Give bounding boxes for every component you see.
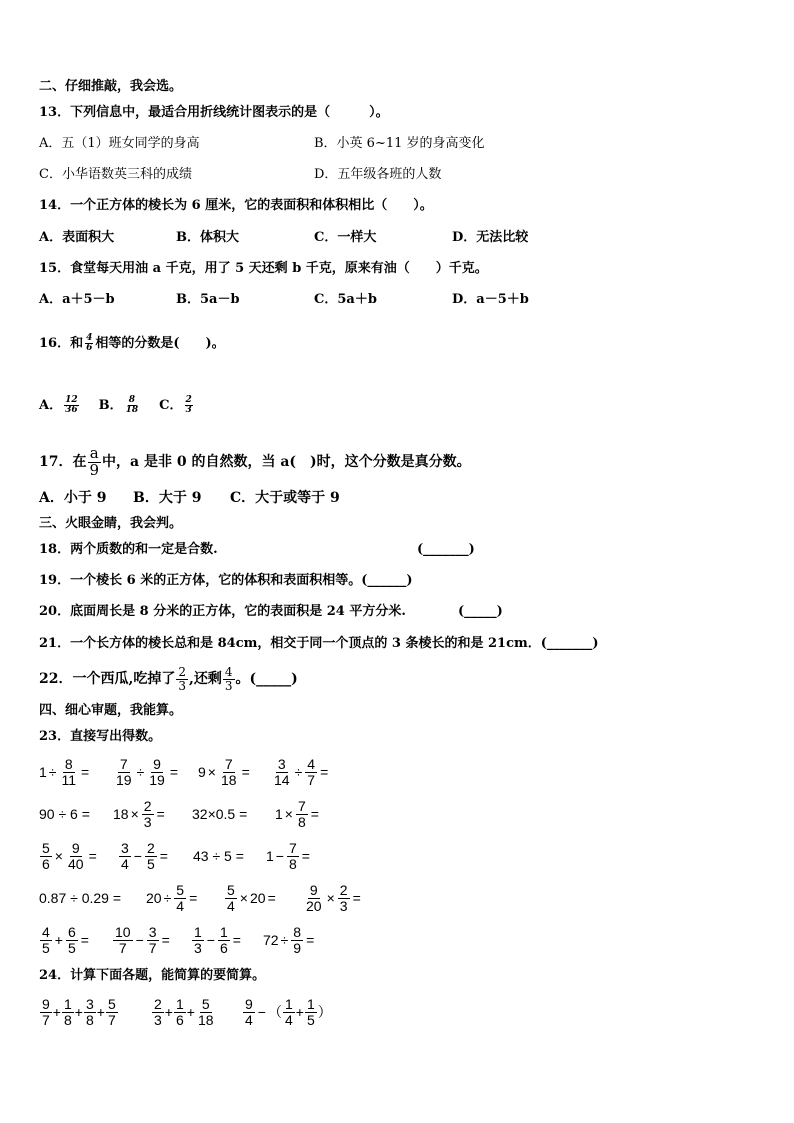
equals-sign: = [267, 890, 276, 906]
numerator: 5 [42, 839, 50, 856]
numerator: 9 [245, 995, 253, 1012]
fraction [147, 925, 159, 955]
q23-r4-c1 [39, 878, 121, 918]
denominator: 3 [339, 897, 348, 914]
q13-option-d[interactable]: D．五年级各班的人数 [314, 167, 442, 182]
numerator: 9 [42, 995, 50, 1012]
operand: 20 [249, 890, 266, 906]
q22-fraction-left-denominator: 3 [224, 678, 233, 693]
fraction [142, 799, 154, 829]
denominator: 20 [306, 897, 322, 914]
numerator: 3 [148, 923, 157, 940]
equals-sign: = [159, 848, 168, 864]
operator: + [186, 1004, 195, 1020]
fraction [174, 883, 186, 913]
q16-option-c-fraction [184, 396, 194, 416]
q17-fraction-numerator: a [89, 444, 99, 462]
q22-stem-mid: ,还剩 [189, 671, 222, 688]
q15-stem: 15．食堂每天用油 a 千克，用了 5 天还剩 b 千克，原来有油（ ）千克。 [39, 261, 488, 276]
q16-fraction [84, 334, 94, 354]
fraction [283, 997, 295, 1027]
equals-sign: = [169, 764, 179, 780]
denominator: 4 [227, 897, 235, 914]
q20-stem: 20．底面周长是 8 分米的正方体，它的表面积是 24 平方分米. [39, 604, 406, 619]
q13-option-b[interactable]: B．小英 6~11 岁的身高变化 [314, 136, 485, 151]
q16-option-b-numerator: 8 [128, 395, 136, 405]
q24-expr-1 [39, 992, 119, 1032]
numerator: 3 [121, 839, 129, 856]
operator: − [135, 932, 144, 948]
operator: ÷ [163, 890, 172, 906]
operator: − [257, 1004, 266, 1020]
q24-expr-3 [242, 992, 332, 1032]
q16-option-c-numerator: 2 [185, 395, 192, 405]
fraction [304, 883, 324, 913]
operator: × [54, 848, 63, 864]
operator: ÷ [136, 764, 145, 780]
fraction [147, 757, 167, 787]
q16-option-c[interactable] [159, 396, 195, 416]
denominator: 6 [42, 855, 50, 872]
fraction [196, 997, 216, 1027]
q17-fraction-denominator: 9 [89, 460, 100, 479]
q15-option-c[interactable]: C．5a＋b [314, 292, 377, 307]
numerator: 5 [227, 881, 235, 898]
fraction [174, 997, 186, 1027]
q19-stem: 19．一个棱长 6 米的正方体，它的体积和表面积相等。(______) [39, 573, 413, 588]
numerator: 2 [146, 839, 155, 856]
q15-option-d[interactable]: D．a－5＋b [452, 292, 529, 307]
left-paren: （ [267, 1004, 282, 1020]
fraction [113, 925, 133, 955]
numerator: 2 [143, 797, 152, 814]
operator: + [54, 932, 63, 948]
q16-option-a-denominator: 36 [65, 405, 78, 416]
numerator: 1 [306, 995, 315, 1012]
numerator: 7 [224, 755, 233, 772]
operand: 20 [146, 890, 162, 906]
q17-stem [39, 446, 471, 479]
numerator: 9 [71, 839, 80, 856]
q14-option-d[interactable]: D．无法比较 [452, 230, 529, 245]
operand: 72 [263, 932, 279, 948]
section-3-title: 三、火眼金睛，我会判。 [39, 516, 183, 531]
q23-r1-c2 [113, 752, 180, 792]
equals-sign: = [161, 932, 170, 948]
q14-option-c[interactable]: C．一样大 [314, 230, 377, 245]
q23-r4-c2 [146, 878, 199, 918]
fraction [243, 997, 255, 1027]
fraction [305, 997, 317, 1027]
q16-option-b-label: B． [98, 398, 123, 414]
q23-r4-c4 [303, 878, 363, 918]
fraction [218, 925, 230, 955]
denominator: 18 [197, 1011, 214, 1028]
expression: 32×0.5 = [192, 806, 248, 822]
q23-r3-c3 [193, 836, 244, 876]
q18-stem: 18．两个质数的和一定是合数. [39, 542, 218, 557]
q23-r1-c1 [39, 752, 91, 792]
q16-option-a[interactable] [39, 396, 81, 416]
fraction [40, 997, 52, 1027]
numerator: 1 [63, 995, 72, 1012]
q17-stem-pre: 17．在 [39, 454, 87, 471]
operator: ÷ [280, 932, 289, 948]
q22-fraction-left [223, 666, 235, 692]
q23-r3-c1 [39, 836, 99, 876]
fraction [62, 997, 74, 1027]
equals-sign: = [352, 890, 361, 906]
denominator: 7 [42, 1011, 50, 1028]
section-4-title: 四、细心审题，我能算。 [39, 703, 183, 718]
equals-sign: = [88, 848, 97, 864]
q16-option-c-label: C． [159, 398, 183, 414]
q21-stem: 21．一个长方体的棱长总和是 84cm，相交于同一个顶点的 3 条棱长的和是 21cm．(_______) [39, 636, 599, 651]
q23-r2-c1 [39, 794, 90, 834]
denominator: 3 [154, 1011, 162, 1028]
operator: ÷ [294, 764, 303, 780]
q22-stem-pre: 22．一个西瓜,吃掉了 [39, 671, 176, 688]
q22-fraction-eaten-denominator: 3 [178, 678, 186, 693]
q17-stem-post: 中，a 是非 0 的自然数，当 a( )时，这个分数是真分数。 [102, 454, 471, 471]
fraction [106, 997, 118, 1027]
q15-option-a[interactable]: A．a＋5－b [39, 292, 115, 307]
numerator: 10 [115, 923, 131, 940]
q18-answer-blank[interactable]: (_______) [417, 542, 475, 557]
denominator: 18 [220, 771, 237, 788]
denominator: 4 [284, 1011, 293, 1028]
denominator: 7 [307, 771, 316, 788]
q16-stem-post: 相等的分数是( )。 [95, 336, 225, 352]
q16-option-b[interactable] [99, 396, 142, 416]
equals-sign: = [241, 764, 250, 780]
equals-sign: = [310, 806, 319, 822]
right-paren: ） [317, 1004, 332, 1020]
fraction [40, 925, 52, 955]
q13-option-c[interactable]: C．小华语数英三科的成绩 [39, 167, 192, 182]
q16-option-b-denominator: 18 [125, 405, 139, 416]
operator: + [52, 1004, 61, 1020]
fraction [84, 997, 96, 1027]
fraction [305, 757, 317, 787]
operator: × [326, 890, 335, 906]
q23-r5-c2 [112, 920, 172, 960]
q22-fraction-eaten [176, 666, 188, 692]
denominator: 8 [85, 1011, 94, 1028]
q16-option-a-label: A． [39, 398, 63, 414]
fraction [119, 841, 131, 871]
expression: 90 ÷ 6 = [39, 806, 90, 822]
equals-sign: = [301, 848, 310, 864]
equals-sign: = [320, 764, 329, 780]
q17-option-c[interactable]: C．大于或等于 9 [230, 490, 340, 506]
numerator: 2 [154, 995, 162, 1012]
equals-sign: = [80, 932, 89, 948]
numerator: 1 [219, 923, 228, 940]
fraction [114, 757, 134, 787]
fraction [145, 841, 157, 871]
q23-r1-c3 [198, 752, 252, 792]
q16-option-c-denominator: 3 [185, 405, 192, 416]
q23-r3-c2 [118, 836, 170, 876]
operator: − [133, 848, 142, 864]
q20-answer-blank[interactable]: (_____) [458, 604, 503, 619]
operator: × [284, 806, 293, 822]
denominator: 3 [143, 813, 152, 830]
q16-option-a-fraction [63, 396, 80, 416]
q17-option-a[interactable]: A．小于 9 [39, 490, 107, 506]
expression: 43 ÷ 5 = [193, 848, 244, 864]
q24-stem: 24．计算下面各题，能简算的要简算。 [39, 968, 266, 983]
equals-sign: = [189, 890, 198, 906]
fraction [272, 757, 292, 787]
operator: − [206, 932, 215, 948]
fraction [40, 841, 52, 871]
denominator: 7 [118, 939, 127, 956]
expression: 0.87 ÷ 0.29 = [39, 890, 122, 906]
numerator: 1 [284, 995, 293, 1012]
denominator: 9 [293, 939, 302, 956]
equals-sign: = [306, 932, 315, 948]
operator: + [295, 1004, 304, 1020]
fraction [287, 841, 299, 871]
denominator: 5 [67, 939, 76, 956]
operand: 1 [39, 764, 47, 780]
q16-option-b-fraction [124, 396, 141, 416]
numerator: 9 [309, 881, 318, 898]
q23-r2-c4 [275, 794, 321, 834]
denominator: 19 [116, 771, 132, 788]
numerator: 7 [297, 797, 306, 814]
operator: × [130, 806, 139, 822]
q13-stem: 13．下列信息中，最适合用折线统计图表示的是（ ）。 [39, 105, 389, 120]
fraction [219, 757, 239, 787]
fraction [59, 757, 78, 787]
fraction [225, 883, 237, 913]
equals-sign: = [232, 932, 241, 948]
q23-r2-c3 [192, 794, 247, 834]
denominator: 4 [176, 897, 185, 914]
operand: 1 [266, 848, 274, 864]
operator: + [164, 1004, 173, 1020]
equals-sign: = [81, 764, 90, 780]
operator: ÷ [48, 764, 57, 780]
fraction [152, 997, 164, 1027]
operand: 9 [198, 764, 206, 780]
denominator: 40 [67, 855, 84, 872]
q14-option-b[interactable]: B．体积大 [176, 230, 239, 245]
numerator: 6 [67, 923, 76, 940]
q22-stem [39, 666, 298, 692]
operator: − [275, 848, 284, 864]
q16-option-a-numerator: 12 [65, 395, 78, 405]
denominator: 7 [107, 1011, 116, 1028]
fraction [338, 883, 350, 913]
q13-option-a[interactable]: A．五（1）班女同学的身高 [39, 136, 200, 151]
denominator: 4 [245, 1011, 253, 1028]
q16-stem-pre: 16．和 [39, 336, 84, 352]
q14-option-a[interactable]: A．表面积大 [39, 230, 115, 245]
denominator: 8 [297, 813, 306, 830]
q16-options [39, 396, 195, 416]
numerator: 4 [307, 755, 316, 772]
denominator: 19 [149, 771, 165, 788]
denominator: 8 [63, 1011, 72, 1028]
q16-fraction-numerator: 4 [86, 333, 93, 343]
q17-fraction [87, 446, 101, 479]
numerator: 8 [293, 923, 302, 940]
numerator: 4 [42, 923, 50, 940]
fraction [66, 841, 86, 871]
denominator: 6 [219, 939, 228, 956]
fraction [66, 925, 78, 955]
q15-option-b[interactable]: B．5a－b [176, 292, 240, 307]
equals-sign: = [156, 806, 165, 822]
operator: + [96, 1004, 105, 1020]
denominator: 5 [146, 855, 155, 872]
q22-fraction-eaten-numerator: 2 [178, 665, 186, 679]
q23-r5-c3 [191, 920, 243, 960]
operand: 1 [275, 806, 283, 822]
q22-fraction-left-numerator: 4 [224, 665, 233, 679]
denominator: 11 [61, 771, 77, 788]
operator: + [74, 1004, 83, 1020]
q16-fraction-denominator: 6 [86, 343, 93, 354]
numerator: 5 [107, 995, 116, 1012]
operand: 18 [113, 806, 129, 822]
fraction [291, 925, 303, 955]
numerator: 2 [339, 881, 348, 898]
fraction [192, 925, 204, 955]
denominator: 3 [194, 939, 202, 956]
q16-stem [39, 334, 225, 354]
numerator: 5 [201, 995, 210, 1012]
operator: × [207, 764, 216, 780]
q23-r3-c4 [266, 836, 312, 876]
q23-r5-c1 [39, 920, 91, 960]
q17-option-b[interactable]: B．大于 9 [133, 490, 202, 506]
q23-stem: 23．直接写出得数。 [39, 729, 162, 744]
q24-expr-2 [151, 992, 217, 1032]
numerator: 7 [119, 755, 128, 772]
operator: × [239, 890, 248, 906]
numerator: 1 [194, 923, 202, 940]
denominator: 8 [288, 855, 297, 872]
numerator: 8 [64, 755, 73, 772]
denominator: 7 [148, 939, 157, 956]
denominator: 14 [274, 771, 290, 788]
numerator: 9 [153, 755, 161, 772]
q23-r4-c3 [224, 878, 278, 918]
q23-r5-c4 [263, 920, 316, 960]
section-2-title: 二、仔细推敲，我会选。 [39, 79, 183, 94]
denominator: 5 [306, 1011, 315, 1028]
denominator: 4 [121, 855, 129, 872]
numerator: 7 [288, 839, 297, 856]
q23-r1-c4 [271, 752, 330, 792]
q22-stem-post: 。(_____) [235, 671, 298, 688]
fraction [296, 799, 308, 829]
denominator: 6 [175, 1011, 184, 1028]
numerator: 5 [176, 881, 185, 898]
q23-r2-c2 [113, 794, 167, 834]
denominator: 5 [42, 939, 50, 956]
numerator: 3 [277, 755, 286, 772]
numerator: 1 [175, 995, 184, 1012]
numerator: 3 [85, 995, 94, 1012]
q14-stem: 14．一个正方体的棱长为 6 厘米，它的表面积和体积相比（ ）。 [39, 198, 433, 213]
